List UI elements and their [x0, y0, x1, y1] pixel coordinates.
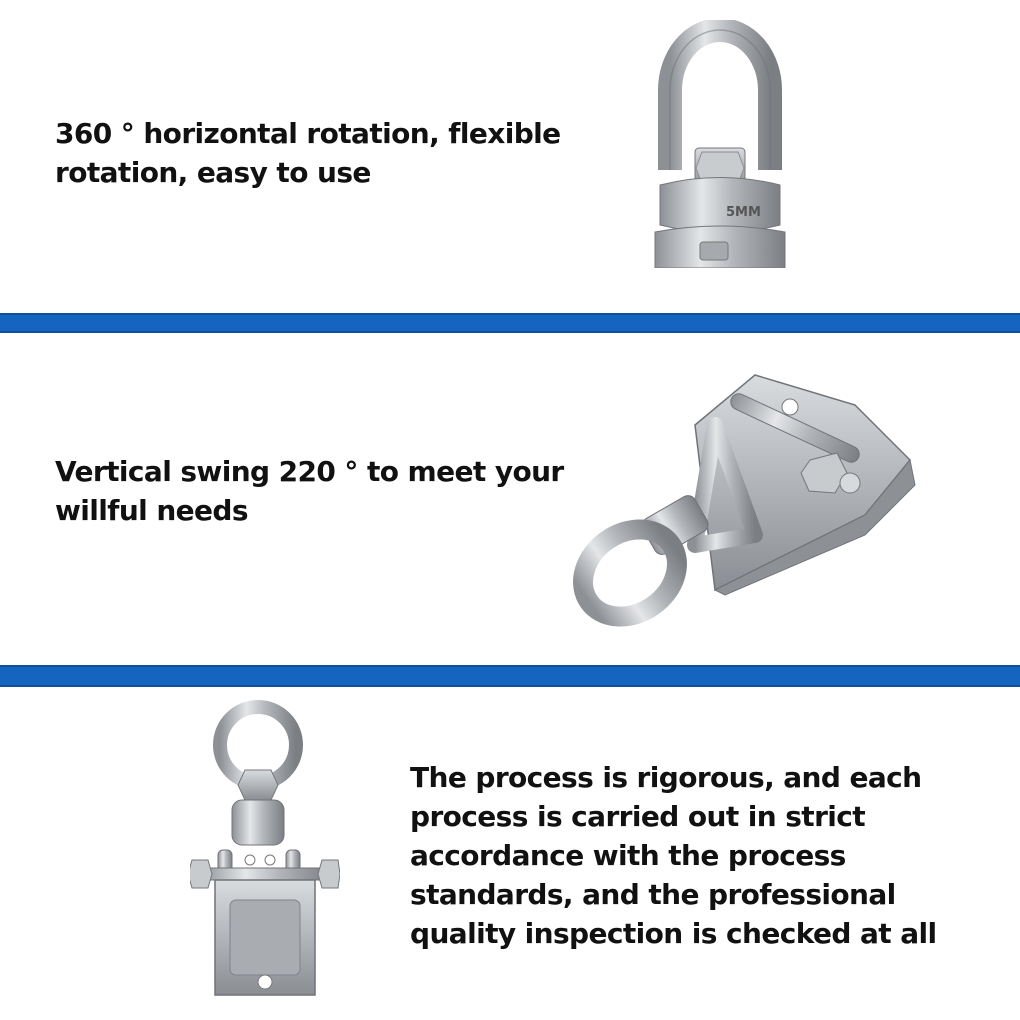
section-divider [0, 313, 1020, 333]
caption-line: rotation, easy to use [55, 156, 371, 189]
swing-caption [55, 452, 575, 530]
caption-line: willful needs [55, 494, 248, 527]
caption-line: Vertical swing 220 ° to meet your [55, 455, 564, 488]
caption-line: quality inspection is checked at all [410, 917, 937, 950]
size-stamp: 5MM [726, 205, 761, 220]
caption-line: accordance with the process [410, 839, 846, 872]
caption-line: process is carried out in strict [410, 800, 866, 833]
swivel-hanger-front-icon [190, 700, 340, 1000]
section-divider [0, 665, 1020, 687]
rotation-caption [55, 114, 575, 192]
caption-line: The process is rigorous, and each [410, 761, 922, 794]
quality-caption [410, 758, 1010, 953]
caption-line: 360 ° horizontal rotation, flexible [55, 117, 561, 150]
swivel-hanger-side-icon [565, 365, 925, 635]
swivel-eye-icon [640, 20, 800, 268]
caption-line: standards, and the professional [410, 878, 896, 911]
